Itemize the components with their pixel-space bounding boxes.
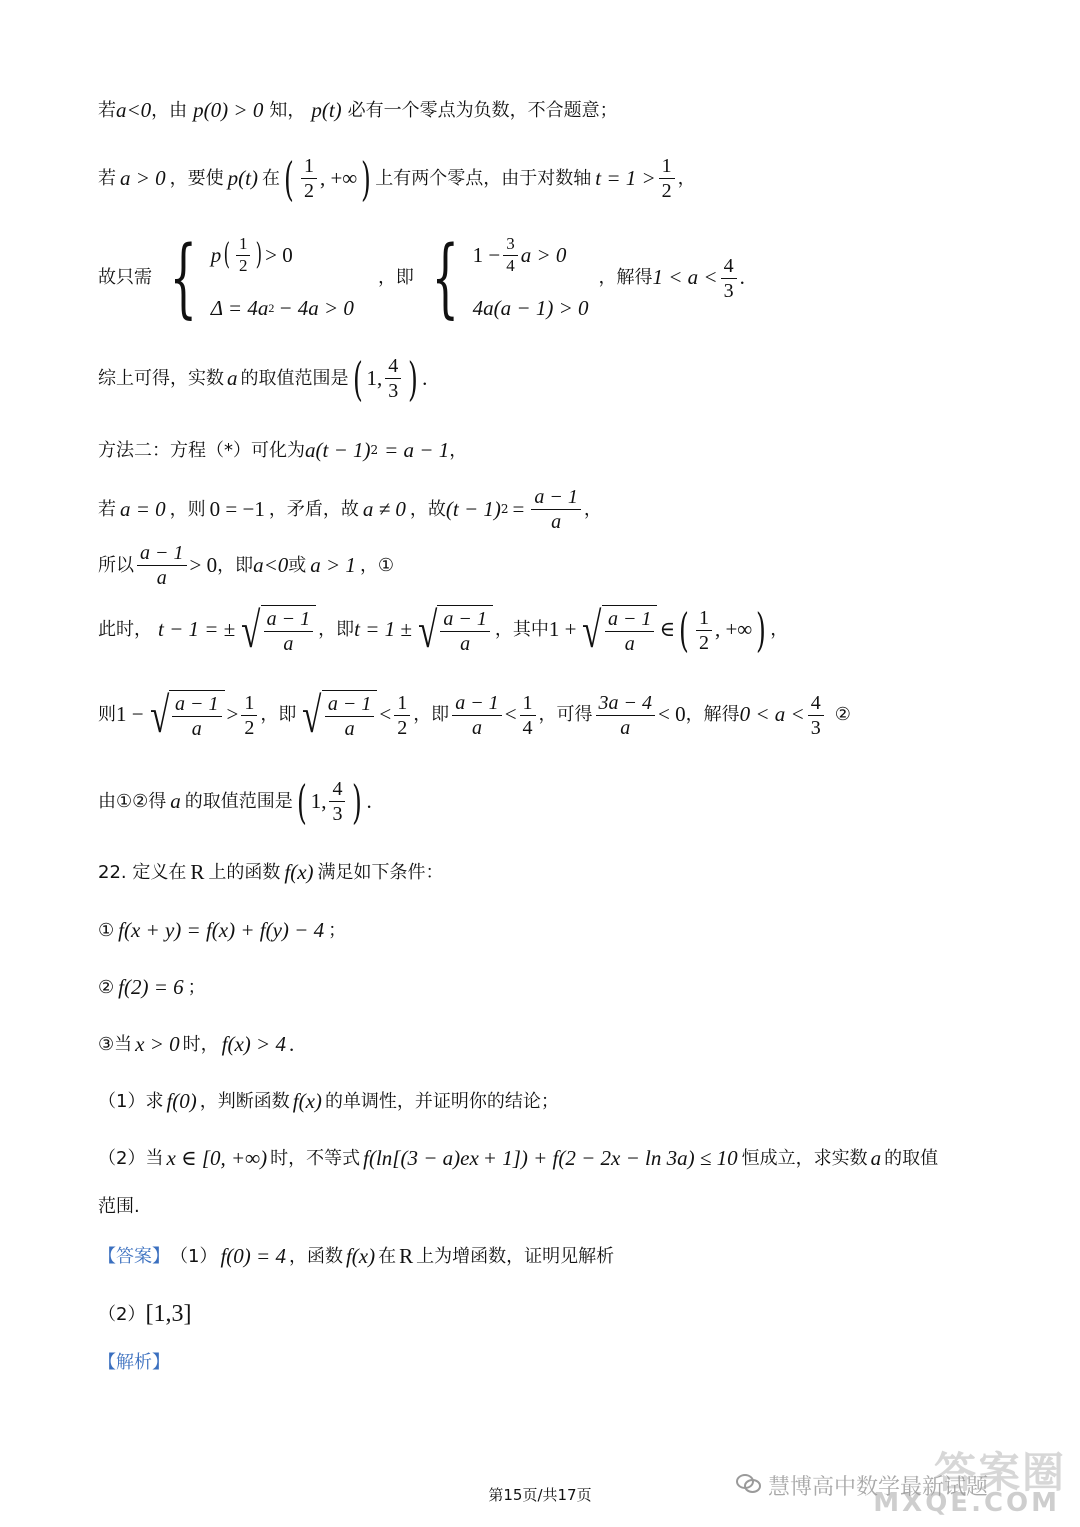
den: a: [620, 716, 631, 739]
math: < 0: [658, 702, 686, 727]
condition-1: [98, 918, 1020, 943]
text: 上为增函数，证明见解析: [416, 1245, 615, 1267]
math: <: [504, 702, 517, 727]
text-line-9: [98, 687, 1020, 743]
den: a: [344, 718, 355, 740]
math: f(x + y) = f(x) + f(y) − 4: [118, 918, 325, 942]
math: + 1]) + f(2 − 2x − ln 3a) ≤ 10: [482, 1146, 738, 1170]
math: p(t): [311, 98, 342, 122]
math: t = 1 >: [595, 165, 656, 190]
text: 则: [98, 704, 116, 726]
num: a − 1: [264, 608, 314, 632]
den: a: [460, 633, 471, 655]
text: 时，不等式: [270, 1147, 361, 1169]
text: 在: [262, 167, 280, 189]
den: a: [624, 633, 635, 655]
math: [1,3]: [145, 1301, 192, 1327]
math: .: [288, 1032, 295, 1056]
math: (t − 1): [445, 496, 501, 521]
text: ，: [583, 498, 602, 520]
num: 1: [520, 692, 536, 716]
den: a: [471, 716, 482, 739]
math: t − 1 = ±: [158, 617, 236, 642]
subquestion-1: [98, 1089, 1020, 1114]
text-line-5: [98, 438, 1020, 463]
num: a − 1: [605, 608, 655, 632]
math: 1,: [310, 788, 327, 813]
num: 1: [394, 692, 410, 716]
math: >: [226, 702, 239, 727]
num: a − 1: [172, 693, 222, 717]
system-1: { p ( $\frac{1}{2}$ ) > 0 Δ = 4a 2 − 4a > 0: [169, 228, 354, 328]
math: f(0): [166, 1089, 197, 1113]
text: ，由: [151, 99, 188, 121]
text: 上的函数: [208, 861, 281, 883]
math: f(2) = 6: [118, 975, 184, 999]
den: 4: [506, 255, 515, 275]
den: 2: [397, 716, 408, 739]
text: 若: [98, 498, 116, 520]
text: ；: [328, 919, 347, 941]
math: , +∞: [319, 165, 358, 190]
condition-3: [98, 1032, 1020, 1057]
answer-line-2: [98, 1300, 1020, 1329]
text: 的取值范围是: [240, 367, 349, 389]
text: ，解得: [598, 267, 653, 289]
text: 22. 定义在: [98, 861, 187, 883]
math: a > 0: [520, 242, 567, 267]
text: ，解得: [685, 704, 740, 726]
sup: 2: [268, 301, 275, 316]
den: a: [283, 633, 294, 655]
text-line-2: [98, 151, 1020, 206]
math: <: [379, 702, 392, 727]
text: ，判断函数: [199, 1090, 290, 1112]
text: 范围.: [98, 1196, 140, 1217]
text: ，可得: [538, 704, 593, 726]
interval-1-4-3: ( 1, $\frac{4}{3}$ ): [352, 351, 419, 406]
text-line-4: [98, 351, 1020, 406]
sqrt: √ $\frac{a - 1}{a}$: [298, 690, 377, 740]
math: 4a(a − 1) > 0: [472, 295, 589, 320]
math: 0 < a <: [739, 702, 805, 727]
text: （2）当: [98, 1147, 164, 1169]
num: 4: [808, 692, 824, 716]
math: > 0: [189, 552, 218, 577]
sup: x: [469, 1146, 479, 1170]
question-22: [98, 860, 1020, 885]
text: 或: [288, 554, 307, 576]
text: 由①②得: [98, 790, 167, 812]
text-line-10: [98, 774, 1020, 829]
num: 4: [385, 355, 401, 379]
math: f(x): [345, 1244, 376, 1268]
sup: 2: [500, 502, 509, 517]
subquestion-2: [98, 1146, 1020, 1171]
sqrt: √ $\frac{a - 1}{a}$: [146, 690, 225, 740]
math: 0 = −1: [209, 496, 265, 521]
text: 上有两个零点，由于对数轴: [375, 167, 592, 189]
text: ，矛盾，故: [268, 498, 359, 520]
text: 在: [378, 1245, 397, 1267]
math: f(0) = 4: [220, 1244, 286, 1268]
system-2: { 1 − $\frac{3}{4}$ a > 0 4a(a − 1) > 0: [431, 228, 589, 328]
den: 2: [238, 255, 248, 275]
den: a: [156, 567, 167, 589]
math: t = 1 ±: [354, 617, 412, 642]
sqrt: √ $\frac{a - 1}{a}$: [414, 605, 493, 655]
math: R: [399, 1244, 414, 1268]
text: 恒成立，求实数: [741, 1147, 868, 1169]
text: 必有一个零点为负数，不合题意；: [347, 99, 618, 121]
math: x > 0: [135, 1032, 180, 1056]
math: 1,: [366, 365, 383, 390]
text: ，要使: [169, 167, 224, 189]
math: a = 0: [120, 496, 166, 521]
num: 1: [696, 607, 712, 631]
math: a: [170, 788, 181, 813]
text: 若: [98, 167, 116, 189]
math: f(x) > 4: [221, 1032, 286, 1056]
num: 1: [659, 155, 675, 179]
text: 此时，: [98, 619, 152, 641]
text: ，其中: [494, 619, 549, 641]
watermark-brand: 答案圈: [933, 1448, 1066, 1497]
math: a<0: [253, 552, 289, 577]
math: f(x): [292, 1089, 322, 1113]
math: a<0: [116, 98, 152, 122]
text: ，函数: [288, 1245, 343, 1267]
text: ，即: [413, 704, 450, 726]
text: ，则: [169, 498, 206, 520]
text-line-8: [98, 602, 1020, 658]
num: a − 1: [531, 486, 581, 510]
num: a − 1: [452, 692, 502, 716]
math: 1 < a <: [652, 265, 718, 290]
math: 1 −: [116, 702, 144, 727]
text: ，故: [409, 498, 446, 520]
sqrt: √ $\frac{a - 1}{a}$: [237, 605, 316, 655]
text: 综上可得，实数: [98, 367, 224, 389]
math: f(x): [284, 860, 314, 884]
math: = a − 1: [384, 438, 450, 462]
den: a: [191, 718, 202, 740]
analysis-label-line: [98, 1352, 1020, 1374]
subquestion-2-cont: [98, 1196, 1020, 1218]
math: − 4a > 0: [278, 295, 354, 320]
text: ，即: [377, 267, 414, 289]
math: , +∞: [714, 617, 753, 642]
math: p(t): [227, 165, 258, 190]
watermark-text: 慧博高中数学最新试题: [768, 1475, 989, 1500]
text: ③当: [98, 1033, 133, 1055]
text: 所以: [98, 554, 134, 576]
text: ，即: [217, 554, 254, 576]
text: 的取值范围是: [184, 790, 293, 812]
text-line-1: [98, 98, 1020, 123]
answer-label: 【答案】: [98, 1245, 170, 1267]
den: 4: [522, 716, 533, 739]
text: ；: [187, 976, 206, 998]
math: R: [190, 860, 205, 884]
text-line-3: [98, 228, 1020, 328]
den: 3: [810, 716, 821, 739]
answer-line-1: [98, 1244, 1020, 1269]
interval-1-4-3: ( 1, $\frac{4}{3}$ ): [296, 774, 363, 829]
math: .: [739, 265, 745, 290]
num: a − 1: [440, 608, 490, 632]
watermark-url: MXQE.COM: [873, 1488, 1060, 1518]
math: a(t − 1): [305, 438, 371, 462]
wechat-icon: [736, 1474, 760, 1492]
num: a − 1: [325, 693, 375, 717]
num: 3a − 4: [596, 692, 656, 716]
math: 1 −: [472, 242, 501, 267]
analysis-label: 【解析】: [98, 1352, 170, 1373]
text: 方法二：方程（*）可化为: [98, 439, 305, 461]
interval-half-inf: ( $\frac{1}{2}$ , +∞ ): [284, 151, 372, 206]
den: 3: [332, 803, 343, 825]
math: a > 0: [120, 165, 166, 190]
text-line-7: [98, 542, 1020, 589]
text: 知，: [269, 99, 306, 121]
text: 满足如下条件：: [317, 861, 444, 883]
num: 4: [721, 255, 737, 279]
math: a: [870, 1146, 882, 1170]
text: 若: [98, 99, 116, 121]
den: 2: [698, 631, 709, 654]
text: 的单调性，并证明你的结论；: [324, 1090, 559, 1112]
math: p(0) > 0: [193, 98, 264, 122]
text: ②: [98, 976, 115, 998]
num: 1: [241, 692, 257, 716]
math: a ≠ 0: [362, 496, 406, 521]
den: 2: [661, 180, 672, 202]
den: 3: [388, 380, 399, 402]
num: 1: [236, 235, 251, 256]
math: p: [210, 242, 222, 267]
text: 时，: [182, 1033, 219, 1055]
text: （1）: [170, 1245, 218, 1267]
text: ，即: [318, 619, 355, 641]
math: a: [227, 365, 238, 390]
num: 4: [329, 778, 345, 802]
math: x ∈ [0, +∞): [166, 1146, 268, 1170]
interval-half-inf: ( $\frac{1}{2}$ , +∞ ): [679, 603, 767, 657]
math: =: [512, 496, 525, 521]
den: 3: [723, 279, 734, 302]
text: 故只需: [98, 267, 152, 289]
watermark: [730, 1440, 1070, 1520]
text: ，即: [260, 704, 297, 726]
math: 1 +: [548, 617, 577, 642]
math: Δ = 4a: [210, 295, 269, 320]
math: f(ln[(3 − a)e: [363, 1146, 470, 1170]
text: ，: [449, 439, 468, 461]
sqrt: √ $\frac{a - 1}{a}$: [578, 605, 657, 655]
num: a − 1: [137, 542, 187, 566]
text: ②: [834, 704, 851, 726]
text: ，: [770, 619, 789, 641]
math: > 0: [265, 242, 293, 267]
text: ，: [677, 167, 696, 189]
math: a > 1: [310, 552, 356, 577]
den: 2: [303, 180, 314, 202]
math: .: [366, 788, 372, 813]
text: （1）求: [98, 1090, 164, 1112]
sup: 2: [370, 443, 379, 458]
text: ，①: [359, 554, 395, 576]
text: 的取值: [884, 1147, 939, 1169]
den: a: [551, 511, 562, 533]
condition-2: [98, 975, 1020, 1000]
page-footer: 第15页/共17页: [488, 1486, 592, 1504]
text-line-6: [98, 486, 1020, 533]
text: （2）: [98, 1303, 146, 1325]
num: 3: [503, 235, 518, 256]
den: 2: [244, 716, 255, 739]
math: ∈: [659, 617, 675, 642]
math: .: [422, 365, 428, 390]
num: 1: [301, 155, 317, 179]
text: ①: [98, 919, 115, 941]
